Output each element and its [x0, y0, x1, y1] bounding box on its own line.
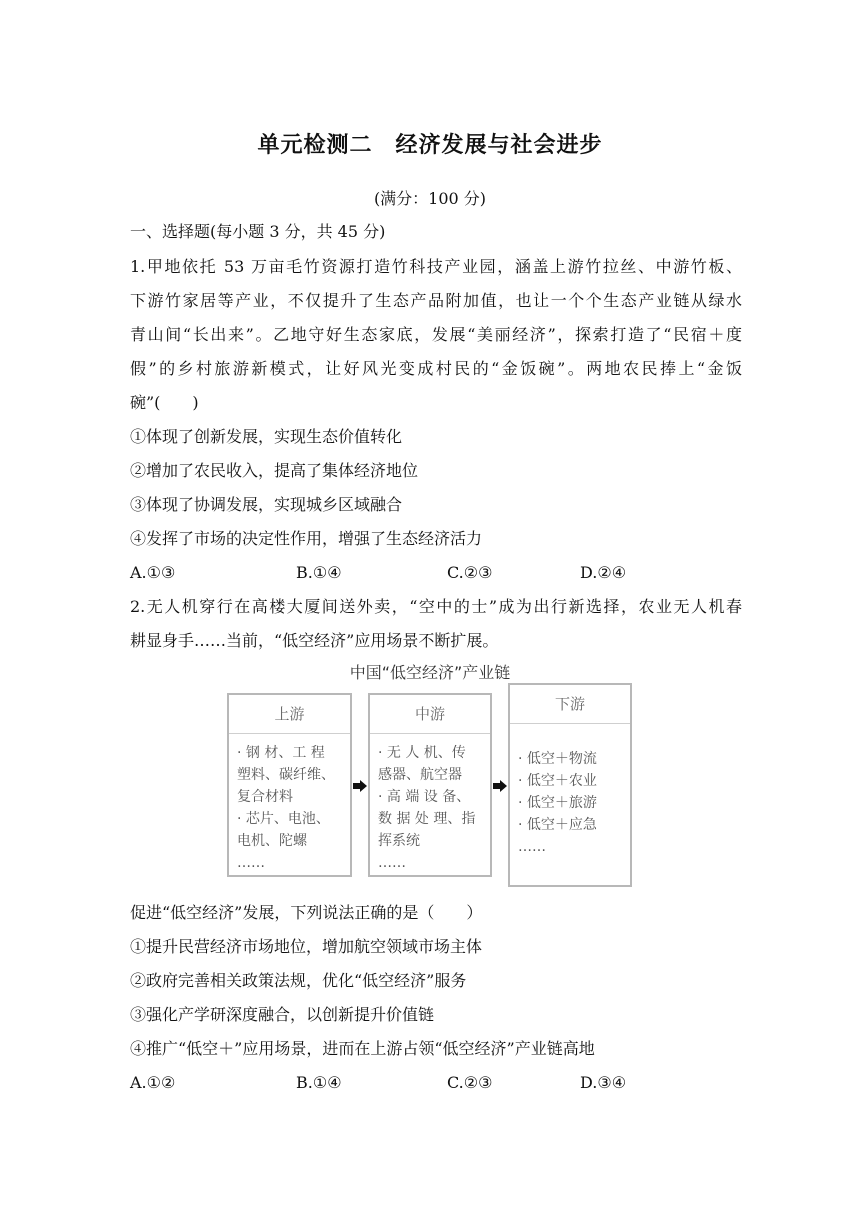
q2-stem-line: 2.无人机穿行在高楼大厦间送外卖，“空中的士”成为出行新选择，农业无人机春 [130, 597, 742, 616]
upstream-item: · 芯片、电池、 [237, 811, 330, 827]
q2-option-d[interactable]: D.③④ [580, 1073, 627, 1092]
page-title: 单元检测二 经济发展与社会进步 [257, 132, 603, 158]
downstream-item: · 低空＋旅游 [518, 795, 597, 811]
score-note: (满分：100 分) [373, 189, 487, 208]
q2-option-b[interactable]: B.①④ [296, 1073, 342, 1092]
downstream-item: · 低空＋物流 [518, 751, 597, 767]
midstream-item: 数 据 处 理、指 [378, 811, 476, 827]
diagram-title: 中国“低空经济”产业链 [349, 663, 511, 682]
q2-statement: ③强化产学研深度融合，以创新提升价值链 [130, 1005, 435, 1024]
q2-statement: ④推广“低空＋”应用场景，进而在上游占领“低空经济”产业链高地 [130, 1039, 595, 1058]
q2-statement: ②政府完善相关政策法规，优化“低空经济”服务 [130, 971, 467, 990]
q1-stem-line: 碗”( ) [130, 393, 199, 412]
midstream-item: 挥系统 [378, 833, 420, 849]
downstream-heading: 下游 [510, 685, 630, 724]
downstream-item: · 低空＋农业 [518, 773, 597, 789]
upstream-box [227, 693, 352, 877]
q2-question: 促进“低空经济”发展，下列说法正确的是（ ） [130, 903, 483, 922]
q1-option-a[interactable]: A.①③ [130, 563, 176, 582]
q1-stem-line: 1.甲地依托 53 万亩毛竹资源打造竹科技产业园，涵盖上游竹拉丝、中游竹板、 [130, 257, 742, 276]
upstream-item: 电机、陀螺 [237, 833, 307, 849]
q2-option-a[interactable]: A.①② [130, 1073, 176, 1092]
upstream-item: 复合材料 [237, 789, 293, 805]
midstream-heading: 中游 [370, 695, 490, 734]
q2-statement: ①提升民营经济市场地位，增加航空领域市场主体 [130, 937, 483, 956]
downstream-item: …… [518, 839, 546, 855]
q1-option-d[interactable]: D.②④ [580, 563, 627, 582]
downstream-item: · 低空＋应急 [518, 817, 597, 833]
downstream-box [508, 683, 632, 887]
upstream-heading: 上游 [229, 695, 350, 734]
q1-stem-line: 下游竹家居等产业，不仅提升了生态产品附加值，也让一个个生态产业链从绿水 [130, 291, 742, 310]
q1-statement: ①体现了创新发展，实现生态价值转化 [130, 427, 403, 446]
q2-option-c[interactable]: C.②③ [447, 1073, 493, 1092]
q1-option-b[interactable]: B.①④ [296, 563, 342, 582]
midstream-list [370, 734, 490, 874]
q2-stem-line: 耕显身手……当前，“低空经济”应用场景不断扩展。 [130, 631, 499, 650]
arrow-right-icon [493, 780, 507, 792]
q1-option-c[interactable]: C.②③ [447, 563, 493, 582]
q1-stem-line: 假”的乡村旅游新模式，让好风光变成村民的“金饭碗”。两地农民捧上“金饭 [130, 359, 742, 378]
q1-statement: ③体现了协调发展，实现城乡区域融合 [130, 495, 403, 514]
midstream-item: · 高 端 设 备、 [378, 789, 471, 805]
midstream-item: 感器、航空器 [378, 767, 462, 783]
midstream-item: · 无 人 机、传 [378, 745, 466, 761]
upstream-item: · 钢 材、工 程 [237, 745, 325, 761]
q1-statement: ④发挥了市场的决定性作用，增强了生态经济活力 [130, 529, 483, 548]
downstream-list [510, 724, 630, 858]
section-header: 一、选择题(每小题 3 分，共 45 分) [130, 222, 386, 241]
upstream-item: 塑料、碳纤维、 [237, 767, 335, 783]
q1-stem-line: 青山间“长出来”。乙地守好生态家底，发展“美丽经济”，探索打造了“民宿＋度 [130, 325, 742, 344]
arrow-right-icon [353, 780, 367, 792]
q1-statement: ②增加了农民收入，提高了集体经济地位 [130, 461, 419, 480]
upstream-item: …… [237, 855, 265, 871]
midstream-box [368, 693, 492, 877]
midstream-item: …… [378, 855, 406, 871]
upstream-list [229, 734, 350, 874]
